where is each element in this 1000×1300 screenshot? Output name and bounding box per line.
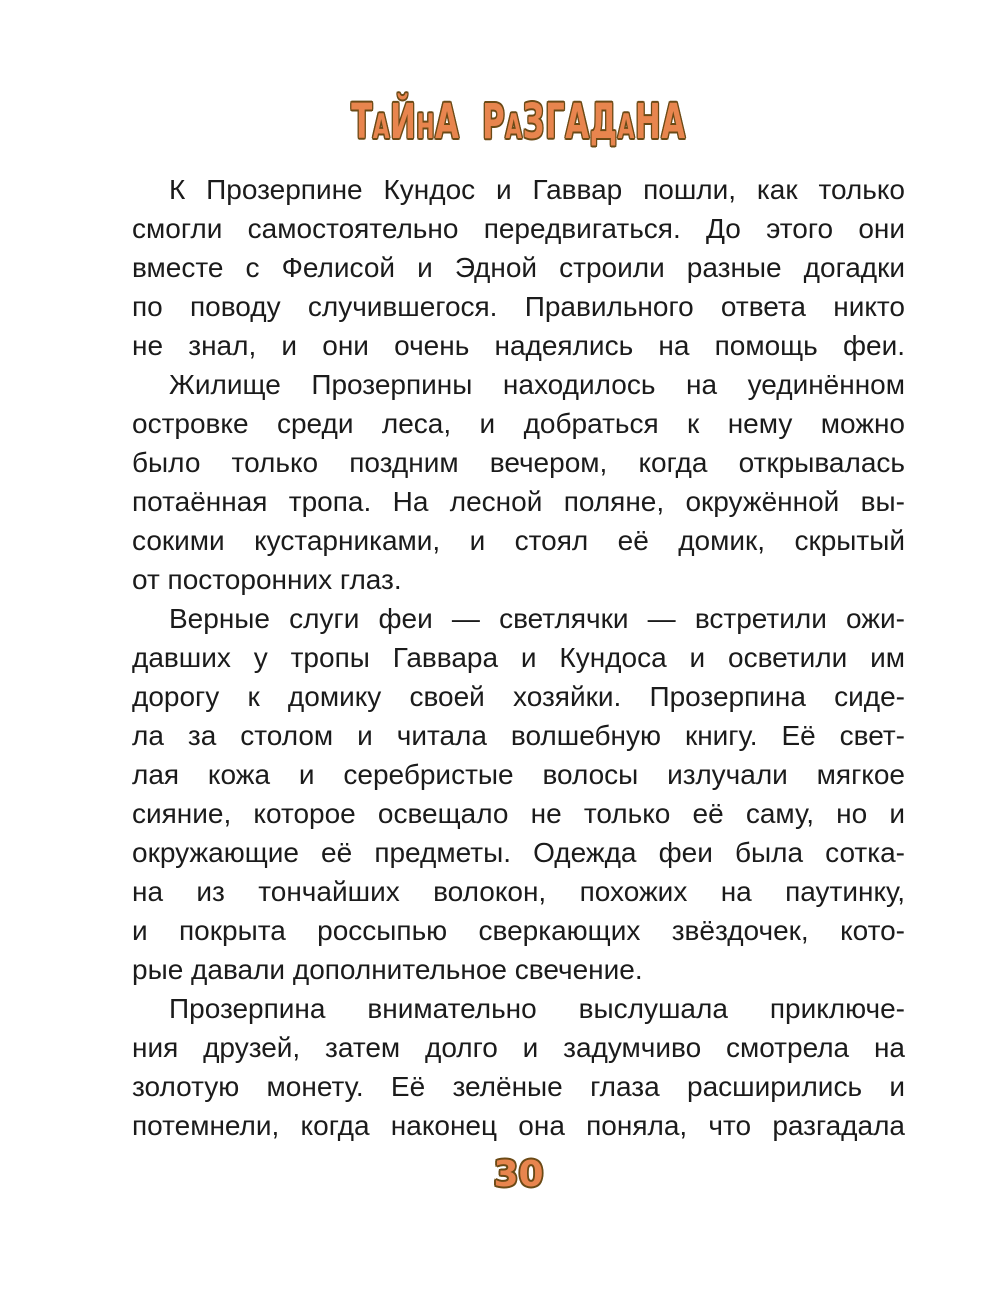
text-line: Верные слуги феи — светлячки — встретили ожи- <box>169 603 905 634</box>
text-line: ния друзей, затем долго и задумчиво смотрела на <box>132 1032 905 1063</box>
text-line: островке среди леса, и добраться к нему можно <box>132 408 905 439</box>
text-line: не знал, и они очень надеялись на помощь феи. <box>132 330 905 361</box>
text-line: сияние, которое освещало не только её саму, но и <box>132 798 905 829</box>
text-line: смогли самостоятельно передвигаться. До этого они <box>132 213 905 244</box>
paragraph <box>132 989 905 1145</box>
page-text <box>132 170 905 1145</box>
text-line: вместе с Фелисой и Эдной строили разные догадки <box>132 252 905 283</box>
paragraph <box>132 599 905 989</box>
paragraph <box>132 365 905 599</box>
text-line: К Прозерпине Кундос и Гаввар пошли, как только <box>169 174 905 205</box>
text-column <box>132 94 905 1195</box>
text-line: на из тончайших волокон, похожих на паутинку, <box>132 876 905 907</box>
text-line: дорогу к домику своей хозяйки. Прозерпина сиде- <box>132 681 905 712</box>
text-line: окружающие её предметы. Одежда феи была сотка- <box>132 837 905 868</box>
text-line: и покрыта россыпью сверкающих звёздочек, кото- <box>132 915 905 946</box>
text-line: потаённая тропа. На лесной поляне, окружённой вы- <box>132 486 905 517</box>
paragraph <box>132 170 905 365</box>
chapter-title: ТАЙНА РАЗГАДАНА <box>351 94 686 150</box>
text-line: было только поздним вечером, когда открывалась <box>132 447 905 478</box>
text-line: лая кожа и серебристые волосы излучали мягкое <box>132 759 905 790</box>
text-line: сокими кустарниками, и стоял её домик, скрытый <box>132 525 905 556</box>
text-line: потемнели, когда наконец она поняла, что разгадала <box>132 1110 905 1141</box>
text-line: ла за столом и читала волшебную книгу. Её свет- <box>132 720 905 751</box>
page-number: 30 <box>493 1154 544 1195</box>
text-line: по поводу случившегося. Правильного ответа никто <box>132 291 905 322</box>
text-line: рые давали дополнительное свечение. <box>132 954 643 985</box>
text-line: золотую монету. Её зелёные глаза расширились и <box>132 1071 905 1102</box>
text-line: Прозерпина внимательно выслушала приключе- <box>169 993 905 1024</box>
text-line: Жилище Прозерпины находилось на уединённом <box>169 369 905 400</box>
text-line: от посторонних глаз. <box>132 564 402 595</box>
text-line: давших у тропы Гаввара и Кундоса и осветили им <box>132 642 905 673</box>
